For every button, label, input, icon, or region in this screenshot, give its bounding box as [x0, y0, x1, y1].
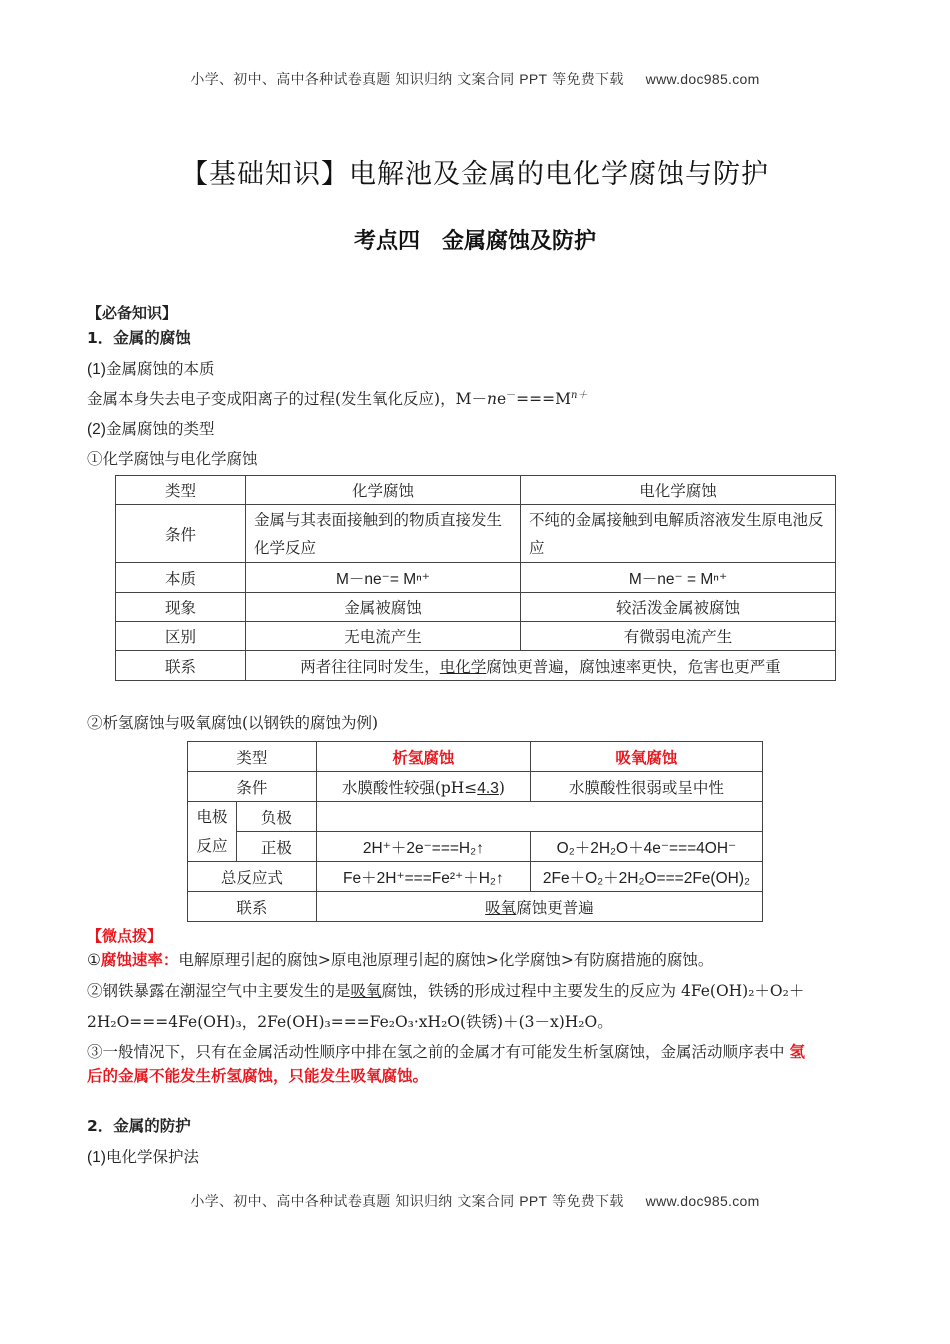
heading-corrosion-essence: [87, 357, 214, 379]
corrosion-essence-text: [87, 387, 587, 409]
row-label: 本质: [116, 563, 246, 593]
page-footer: [0, 1191, 950, 1211]
tip-2-line-2: 2H₂O===4Fe(OH)₃，2Fe(OH)₃===Fe₂O₃·xH₂O(铁锈)＋(3－x)H₂O。: [87, 1013, 613, 1031]
row-label: 总反应式: [188, 862, 317, 892]
table-row: [116, 505, 836, 563]
header-cell-chem: 化学腐蚀: [246, 476, 521, 505]
cell-oxygen: 2Fe＋O₂＋2H₂O===2Fe(OH)₂: [530, 862, 762, 892]
cell-electrochem: 不纯的金属接触到电解质溶液发生原电池反应: [521, 505, 836, 563]
row-label-electrode: 电极 反应: [188, 802, 237, 862]
cell-chem: 无电流产生: [246, 622, 521, 651]
tip-2-line-1: ②钢铁暴露在潮湿空气中主要发生的是吸氧腐蚀，铁锈的形成过程中主要发生的反应为 4Fe(OH)₂＋O₂＋: [87, 982, 805, 1000]
row-label: 条件: [188, 772, 317, 802]
heading-chem-vs-electrochem: ①化学腐蚀与电化学腐蚀: [87, 450, 258, 468]
page-header: [0, 69, 950, 89]
document-title: 【基础知识】电解池及金属的电化学腐蚀与防护: [181, 159, 769, 190]
footer-text2: 等免费下载: [547, 1194, 624, 1210]
header-url-link[interactable]: www.doc985.com: [645, 71, 760, 87]
cell-hydrogen: Fe＋2H⁺===Fe²⁺＋H₂↑: [316, 862, 530, 892]
row-label: 条件: [116, 505, 246, 563]
heading-electrochem-protection: (1)电化学保护法: [87, 1148, 199, 1166]
heading-num: (1): [87, 361, 106, 378]
footer-url-link[interactable]: www.doc985.com: [645, 1193, 760, 1209]
table-row-relation: [116, 651, 836, 681]
header-text: 小学、初中、高中各种试卷真题 知识归纳 文案合同: [190, 72, 520, 88]
hydrogen-vs-oxygen-table: [187, 741, 763, 922]
cell-hydrogen: 2H⁺＋2e⁻===H₂↑: [316, 832, 530, 862]
cell-oxygen: O₂＋2H₂O＋4e⁻===4OH⁻: [530, 832, 762, 862]
heading-metal-corrosion: 1．金属的腐蚀: [87, 329, 191, 347]
cell-electrochem: 较活泼金属被腐蚀: [521, 593, 836, 622]
row-label: 区别: [116, 622, 246, 651]
table-row: [116, 563, 836, 593]
table-row: [188, 802, 763, 832]
row-label-negative: 负极: [237, 802, 317, 832]
tip-3-line-2: 后的金属不能发生析氢腐蚀，只能发生吸氧腐蚀。: [87, 1067, 429, 1085]
tip-3-line-1: ③一般情况下，只有在金属活动性顺序中排在氢之前的金属才有可能发生析氢腐蚀，金属活动顺序表中 氢: [87, 1043, 805, 1061]
footer-ppt: PPT: [519, 1193, 548, 1209]
section-label-required-knowledge: 【必备知识】: [87, 304, 178, 322]
row-label: 联系: [116, 651, 246, 681]
header-cell-type: 类型: [116, 476, 246, 505]
essence-formula: $M-ne^-===M^{n+}$: [455, 389, 588, 408]
essence-text: 金属本身失去电子变成阳离子的过程(发生氧化反应)，: [87, 390, 456, 408]
table-header-row: [116, 476, 836, 505]
heading-text: 金属腐蚀的类型: [105, 420, 215, 438]
table-row: [116, 593, 836, 622]
cell-relation: 吸氧腐蚀更普遍: [316, 892, 762, 922]
cell-chem: 金属被腐蚀: [246, 593, 521, 622]
row-label: 现象: [116, 593, 246, 622]
table-row: [188, 772, 763, 802]
heading-num: (2): [87, 421, 106, 438]
tip-1: ①腐蚀速率：电解原理引起的腐蚀>原电池原理引起的腐蚀>化学腐蚀>有防腐措施的腐蚀。: [87, 951, 714, 969]
table-row-relation: [188, 892, 763, 922]
heading-corrosion-types: [87, 417, 214, 439]
header-cell-electrochem: 电化学腐蚀: [521, 476, 836, 505]
cell-relation: 两者往往同时发生，电化学腐蚀更普遍，腐蚀速率更快，危害也更严重: [246, 651, 836, 681]
row-label-positive: 正极: [237, 832, 317, 862]
heading-hydrogen-vs-oxygen: ②析氢腐蚀与吸氧腐蚀(以钢铁的腐蚀为例): [87, 714, 379, 732]
heading-metal-protection: 2．金属的防护: [87, 1117, 191, 1135]
header-text2: 等免费下载: [547, 72, 624, 88]
row-label: 联系: [188, 892, 317, 922]
header-ppt: PPT: [519, 71, 548, 87]
cell-oxygen: 水膜酸性很弱或呈中性: [530, 772, 762, 802]
heading-text: 金属腐蚀的本质: [105, 360, 215, 378]
header-cell-hydrogen: 析氢腐蚀: [316, 742, 530, 772]
tip-label: 【微点拨】: [87, 927, 163, 945]
cell-negative: [316, 802, 762, 832]
cell-electrochem: M－ne⁻ = Mⁿ⁺: [521, 563, 836, 593]
cell-chem: 金属与其表面接触到的物质直接发生化学反应: [246, 505, 521, 563]
header-cell-type: 类型: [188, 742, 317, 772]
cell-hydrogen: 水膜酸性较强(pH≤4.3): [316, 772, 530, 802]
chem-vs-electrochem-table: [115, 475, 836, 681]
cell-electrochem: 有微弱电流产生: [521, 622, 836, 651]
header-cell-oxygen: 吸氧腐蚀: [530, 742, 762, 772]
table-row: [116, 622, 836, 651]
table-row: [188, 862, 763, 892]
footer-text: 小学、初中、高中各种试卷真题 知识归纳 文案合同: [190, 1194, 520, 1210]
cell-chem: M－ne⁻= Mⁿ⁺: [246, 563, 521, 593]
table-header-row: [188, 742, 763, 772]
document-subtitle: 考点四 金属腐蚀及防护: [353, 229, 596, 254]
table-row: [188, 832, 763, 862]
